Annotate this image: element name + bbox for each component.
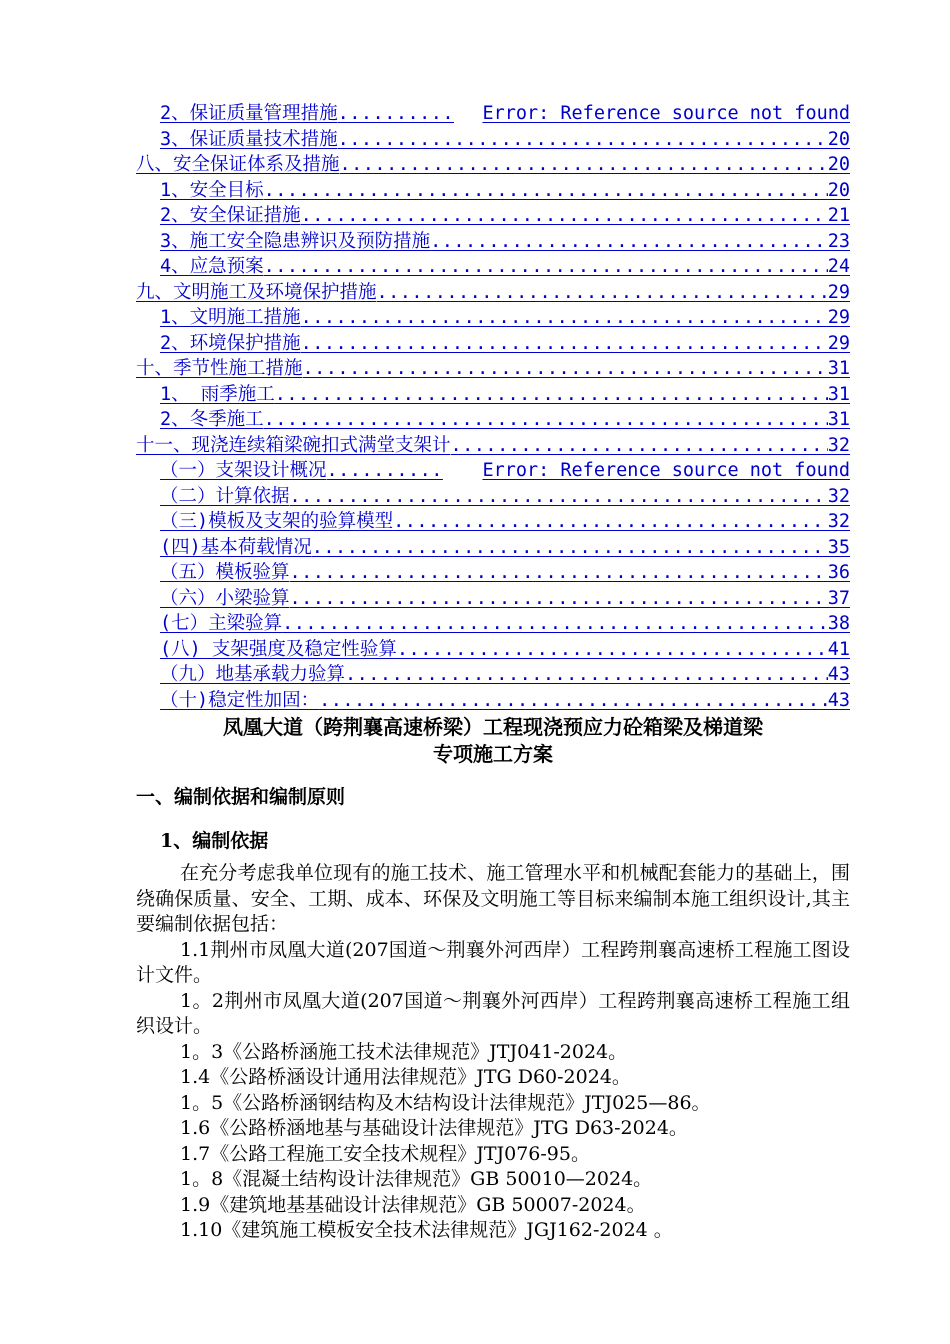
toc-entry-page: 35: [827, 536, 850, 558]
toc-entry-title: 十、季节性施工措施: [136, 358, 303, 379]
toc-leader-dots: [451, 433, 828, 459]
toc-leader-dots: [340, 152, 828, 178]
toc-entry[interactable]: [136, 611, 850, 637]
toc-leader-dots: [338, 101, 454, 127]
toc-entry[interactable]: [136, 560, 850, 586]
body-paragraph: 1.6《公路桥涵地基与基础设计法律规范》JTG D63-2024。: [180, 1117, 688, 1139]
toc-entry-title: (八) 支架强度及稳定性验算: [160, 638, 397, 660]
toc-entry-page: 21: [827, 205, 850, 226]
toc-entry-title: 3、保证质量技术措施: [160, 128, 338, 150]
toc-entry-page: 41: [827, 638, 850, 660]
toc-entry[interactable]: [136, 535, 850, 561]
toc-entry-page: 43: [827, 689, 850, 711]
toc-entry[interactable]: [136, 127, 850, 153]
body-paragraph: 1.10《建筑施工模板安全技术法律规范》JGJ162-2024 。: [180, 1219, 673, 1241]
section-heading: 一、编制依据和编制原则: [136, 786, 346, 808]
toc-entry-title: 4、应急预案: [160, 256, 264, 277]
toc-leader-dots: [290, 484, 828, 510]
document-title-line1: 凤凰大道（跨荆襄高速桥梁）工程现浇预应力砼箱梁及梯道梁: [223, 715, 763, 739]
toc-entry-title: (四)基本荷载情况: [160, 536, 312, 558]
toc-leader-dots: [264, 254, 828, 280]
toc-entry-page: 32: [827, 434, 850, 456]
toc-leader-dots: [397, 637, 828, 663]
toc-entry[interactable]: [136, 305, 850, 331]
toc-entry[interactable]: [136, 331, 850, 357]
toc-entry-title: 十一、现浇连续箱梁碗扣式满堂支架计: [136, 434, 451, 456]
toc-entry-page: 31: [827, 383, 850, 405]
toc-entry-page: 31: [827, 409, 850, 430]
toc-entry-title: （九）地基承载力验算: [160, 664, 346, 685]
toc-entry-page: 29: [827, 307, 850, 328]
toc-entry-title: 1、安全目标: [160, 179, 264, 201]
toc-entry-page: 20: [827, 179, 850, 201]
toc-entry[interactable]: [136, 586, 850, 612]
toc-entry-title: （五）模板验算: [160, 562, 290, 583]
toc-leader-dots: [301, 331, 828, 357]
toc-entry-page: Error: Reference source not found: [482, 460, 850, 481]
toc-leader-dots: [282, 611, 828, 637]
toc-entry-page: 43: [827, 664, 850, 685]
toc-leader-dots: [303, 356, 828, 382]
toc-leader-dots: [327, 458, 443, 484]
toc-entry-page: 32: [827, 511, 850, 532]
toc-leader-dots: [275, 382, 828, 408]
toc-entry-page: 29: [827, 281, 850, 303]
toc-entry[interactable]: [136, 688, 850, 714]
toc-entry-title: （一）支架设计概况: [160, 460, 327, 481]
toc-leader-dots: [377, 280, 828, 306]
toc-entry-page: 29: [827, 332, 850, 354]
toc-entry-title: 九、文明施工及环境保护措施: [136, 281, 377, 303]
toc-entry-title: （三)模板及支架的验算模型: [160, 511, 394, 532]
toc-entry[interactable]: [136, 280, 850, 306]
toc-entry[interactable]: [136, 152, 850, 178]
toc-entry[interactable]: [136, 254, 850, 280]
toc-entry-title: 1、 雨季施工: [160, 383, 275, 405]
toc-entry[interactable]: [136, 662, 850, 688]
toc-leader-dots: [290, 586, 828, 612]
toc-leader-dots: [290, 560, 828, 586]
toc-entry-title: (七）主梁验算: [160, 613, 283, 634]
toc-leader-dots: [345, 662, 828, 688]
toc-leader-dots: [264, 407, 828, 433]
toc-leader-dots: [301, 203, 828, 229]
toc-entry[interactable]: [136, 203, 850, 229]
toc-entry-title: 2、安全保证措施: [160, 205, 301, 226]
toc-entry[interactable]: [136, 484, 850, 510]
toc-entry[interactable]: [136, 637, 850, 663]
toc-entry[interactable]: [136, 101, 850, 127]
toc-entry[interactable]: [136, 433, 850, 459]
toc-entry-title: 2、环境保护措施: [160, 332, 301, 354]
body-paragraph: 1.9《建筑地基基础设计法律规范》GB 50007-2024。: [180, 1193, 646, 1216]
body-paragraph: 1.7《公路工程施工安全技术规程》JTJ076-95。: [180, 1142, 590, 1165]
document-title-line2: 专项施工方案: [433, 742, 553, 766]
body-paragraph: 1.4《公路桥涵设计通用法律规范》JTG D60-2024。: [180, 1066, 631, 1088]
toc-entry-title: 1、文明施工措施: [160, 307, 301, 328]
toc-entry-page: 20: [827, 154, 850, 175]
toc-entry[interactable]: [136, 178, 850, 204]
toc-entry-page: 38: [827, 613, 850, 634]
toc-entry[interactable]: [136, 356, 850, 382]
toc-leader-dots: [338, 127, 828, 153]
body-paragraph: 1。3《公路桥涵施工技术法律规范》JTJ041-2024。: [180, 1040, 628, 1063]
toc-entry[interactable]: [136, 229, 850, 255]
toc-entry-title: 3、施工安全隐患辨识及预防措施: [160, 230, 431, 252]
subsection-heading: 1、编制依据: [160, 830, 269, 852]
table-of-contents: [136, 101, 850, 713]
toc-leader-dots: [301, 305, 828, 331]
toc-entry[interactable]: [136, 509, 850, 535]
toc-entry-title: 八、安全保证体系及措施: [136, 154, 340, 175]
toc-leader-dots: [319, 688, 828, 714]
body-paragraph: 1。2荆州市凤凰大道(207国道～荆襄外河西岸）工程跨荆襄高速桥工程施工组织设计。: [136, 989, 850, 1037]
toc-entry-page: 32: [827, 485, 850, 507]
toc-entry-page: 24: [827, 256, 850, 277]
toc-entry[interactable]: [136, 458, 850, 484]
toc-entry-title: （十)稳定性加固：: [160, 689, 320, 711]
toc-leader-dots: [312, 535, 828, 561]
toc-entry-page: 36: [827, 562, 850, 583]
body-paragraph: 1。5《公路桥涵钢结构及木结构设计法律规范》JTJ025—86。: [180, 1091, 711, 1114]
body-paragraph: 1.1荆州市凤凰大道(207国道～荆襄外河西岸）工程跨荆襄高速桥工程施工图设计文件。: [136, 938, 850, 986]
toc-entry[interactable]: [136, 407, 850, 433]
toc-entry-page: 31: [827, 358, 850, 379]
toc-leader-dots: [393, 509, 828, 535]
document-title: [136, 714, 850, 768]
body-paragraph: 1。8《混凝土结构设计法律规范》GB 50010—2024。: [180, 1168, 653, 1190]
toc-entry-page: 37: [827, 587, 850, 609]
toc-entry[interactable]: [136, 382, 850, 408]
toc-entry-page: Error: Reference source not found: [482, 103, 850, 124]
toc-entry-page: 23: [827, 230, 850, 252]
toc-leader-dots: [264, 178, 828, 204]
toc-entry-title: （二）计算依据: [160, 485, 290, 507]
toc-entry-title: 2、冬季施工: [160, 409, 264, 430]
toc-leader-dots: [430, 229, 828, 255]
toc-entry-title: 2、保证质量管理措施: [160, 103, 338, 124]
body-paragraph: 在充分考虑我单位现有的施工技术、施工管理水平和机械配套能力的基础上，围绕确保质量、安全、工期、成本、环保及文明施工等目标来编制本施工组织设计,其主要编制依据包括：: [136, 862, 850, 935]
toc-entry-page: 20: [827, 128, 850, 150]
toc-entry-title: （六）小梁验算: [160, 587, 290, 609]
document-body: [136, 861, 850, 1244]
